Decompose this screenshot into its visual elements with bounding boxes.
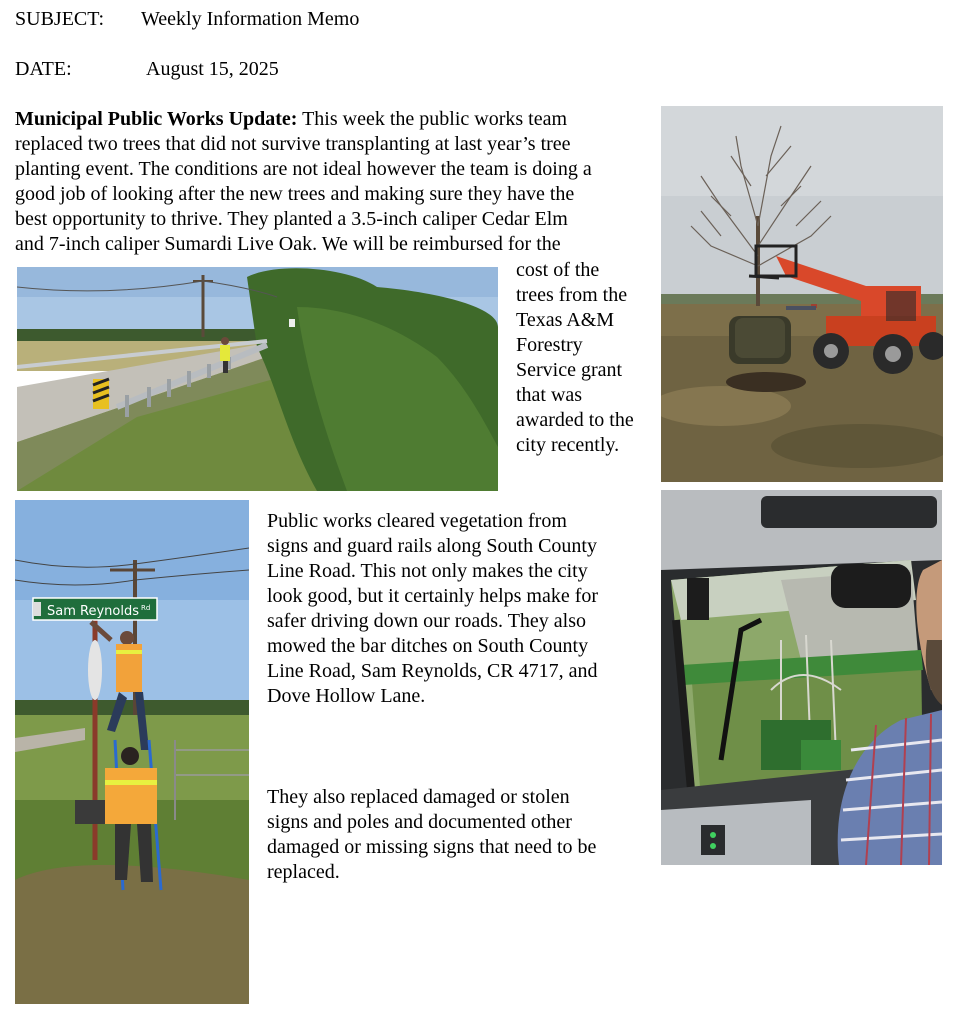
date-value: August 15, 2025 (146, 58, 279, 80)
street-sign-suffix: Rd (141, 604, 151, 612)
update-line: good job of looking after the new trees and making sure they have the (15, 183, 575, 205)
update-line: Texas A&M (516, 309, 615, 331)
update-line: that was (516, 384, 583, 406)
update-line-1: This week the public works team (297, 108, 568, 130)
update-heading-line (15, 107, 567, 132)
vegetation-line: look good, but it certainly helps make for (267, 585, 599, 607)
date-line (15, 57, 279, 82)
update-line: city recently. (516, 434, 620, 456)
vegetation-line: safer driving down our roads. They also (267, 610, 587, 632)
update-heading: Municipal Public Works Update: (15, 108, 298, 130)
update-line: planting event. The conditions are not ideal however the team is doing a (15, 158, 592, 180)
subject-value: Weekly Information Memo (141, 8, 360, 30)
vegetation-line: Line Road. This not only makes the city (267, 560, 588, 582)
signs-line: damaged or missing signs that need to be (267, 836, 597, 858)
guard-rail-photo (17, 267, 498, 491)
subject-label: SUBJECT: (15, 8, 105, 30)
date-label: DATE: (15, 58, 72, 80)
tractor-cab-photo (661, 490, 942, 865)
signs-line: They also replaced damaged or stolen (267, 786, 570, 808)
tree-planting-photo (661, 106, 943, 482)
signs-line: signs and poles and documented other (267, 811, 572, 833)
vegetation-line: Line Road, Sam Reynolds, CR 4717, and (267, 660, 598, 682)
update-line: Forestry (516, 334, 583, 356)
update-line: Service grant (516, 359, 623, 381)
signs-line: replaced. (267, 861, 340, 883)
update-line: best opportunity to thrive. They planted a 3.5-inch caliper Cedar Elm (15, 208, 568, 230)
vegetation-line: signs and guard rails along South County (267, 535, 597, 557)
update-line: trees from the (516, 284, 628, 306)
vegetation-line: mowed the bar ditches on South County (267, 635, 589, 657)
vegetation-line: Dove Hollow Lane. (267, 685, 426, 707)
update-line: awarded to the (516, 409, 634, 431)
update-line: and 7-inch caliper Sumardi Live Oak. We will be reimbursed for the (15, 233, 561, 255)
street-sign-text: Sam Reynolds (47, 604, 139, 619)
update-line: cost of the (516, 259, 600, 281)
update-line: replaced two trees that did not survive transplanting at last year’s tree (15, 133, 571, 155)
subject-line (15, 7, 359, 32)
vegetation-line: Public works cleared vegetation from (267, 510, 567, 532)
street-sign-photo (15, 500, 249, 1004)
